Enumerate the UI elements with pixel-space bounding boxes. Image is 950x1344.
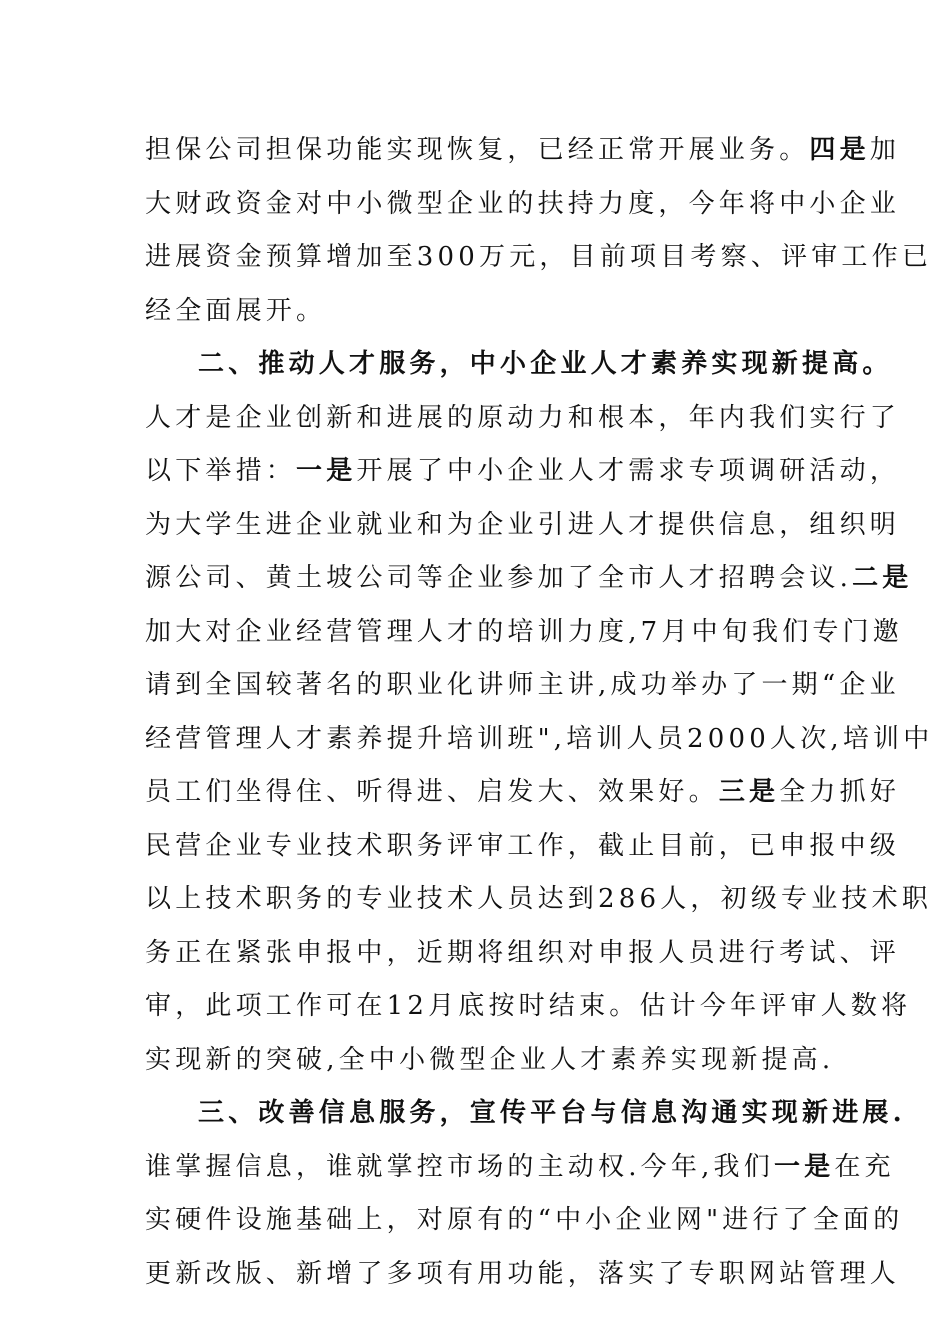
bold-text-segment: 三是 (718, 777, 780, 807)
text-segment: 人才是企业创新和进展的原动力和根本，年内我们实行了 (145, 402, 901, 433)
text-segment: 请到全国较著名的职业化讲师主讲,成功举办了一期“企业 (145, 670, 900, 700)
bold-text-segment: 二、推动人才服务，中小企业人才素养实现新提高。 (198, 349, 893, 379)
text-line (145, 770, 901, 824)
text-line (145, 1198, 904, 1252)
text-segment: 实现新的突破,全中小微型企业人才素养实现新提高. (145, 1044, 835, 1075)
text-line (145, 128, 901, 182)
text-line (145, 663, 900, 717)
text-line (145, 717, 934, 771)
text-line (145, 984, 912, 1038)
text-line (145, 182, 901, 236)
text-segment: 民营企业专业技术职务评审工作，截止目前，已申报中级 (145, 830, 901, 861)
text-line (145, 824, 901, 878)
text-segment: 员工们坐得住、听得进、启发大、效果好。 (145, 777, 719, 807)
section-heading-line (145, 1091, 906, 1145)
text-line (145, 235, 933, 289)
text-segment: 经全面展开。 (145, 295, 327, 326)
text-line (145, 503, 901, 557)
bold-text-segment: 一是 (773, 1151, 835, 1182)
text-segment: 大财政资金对中小微型企业的扶持力度，今年将中小企业 (145, 188, 901, 219)
text-segment: 为大学生进企业就业和为企业引进人才提供信息，组织明 (145, 509, 901, 540)
bold-text-segment: 四是 (809, 135, 870, 165)
bold-text-segment: 一是 (296, 456, 357, 486)
text-segment: 加 (869, 135, 901, 165)
text-line (145, 449, 901, 503)
text-segment: 全力抓好 (779, 777, 901, 807)
text-segment: 以下举措： (145, 456, 297, 486)
text-segment: 以上技术职务的专业技术人员达到286人，初级专业技术职 (145, 884, 933, 914)
text-segment: 开展了中小企业人才需求专项调研活动， (356, 456, 901, 486)
text-segment: 实硬件设施基础上，对原有的“中小企业网"进行了全面的 (145, 1205, 904, 1235)
text-line (145, 396, 901, 450)
text-line (145, 877, 933, 931)
text-line (145, 1038, 835, 1092)
text-line (145, 931, 901, 985)
text-segment: 更新改版、新增了多项有用功能，落实了专职网站管理人 (145, 1258, 901, 1289)
bold-text-segment: 二是 (852, 563, 913, 593)
text-segment: 经营管理人才素养提升培训班",培训人员2000人次,培训中 (145, 723, 934, 754)
text-line (145, 610, 904, 664)
text-segment: 在充 (834, 1151, 895, 1182)
text-line (145, 289, 810, 343)
text-line (145, 1145, 895, 1199)
text-segment: 谁掌握信息，谁就掌控市场的主动权.今年,我们 (145, 1151, 774, 1182)
section-heading-line (145, 342, 893, 396)
bold-text-segment: 三、改善信息服务，宣传平台与信息沟通实现新进展. (198, 1098, 906, 1128)
text-segment: 加大对企业经营管理人才的培训力度,7月中旬我们专门邀 (145, 616, 904, 647)
text-line (145, 1252, 901, 1306)
text-line (145, 556, 913, 610)
text-segment: 进展资金预算增加至300万元，目前项目考察、评审工作已 (145, 242, 933, 272)
text-segment: 务正在紧张申报中，近期将组织对申报人员进行考试、评 (145, 937, 901, 968)
text-segment: 审，此项工作可在12月底按时结束。估计今年评审人数将 (145, 991, 912, 1021)
document-body (145, 128, 934, 1305)
text-segment: 源公司、黄土坡公司等企业参加了全市人才招聘会议. (145, 563, 853, 593)
text-segment: 担保公司担保功能实现恢复，已经正常开展业务。 (145, 135, 810, 165)
